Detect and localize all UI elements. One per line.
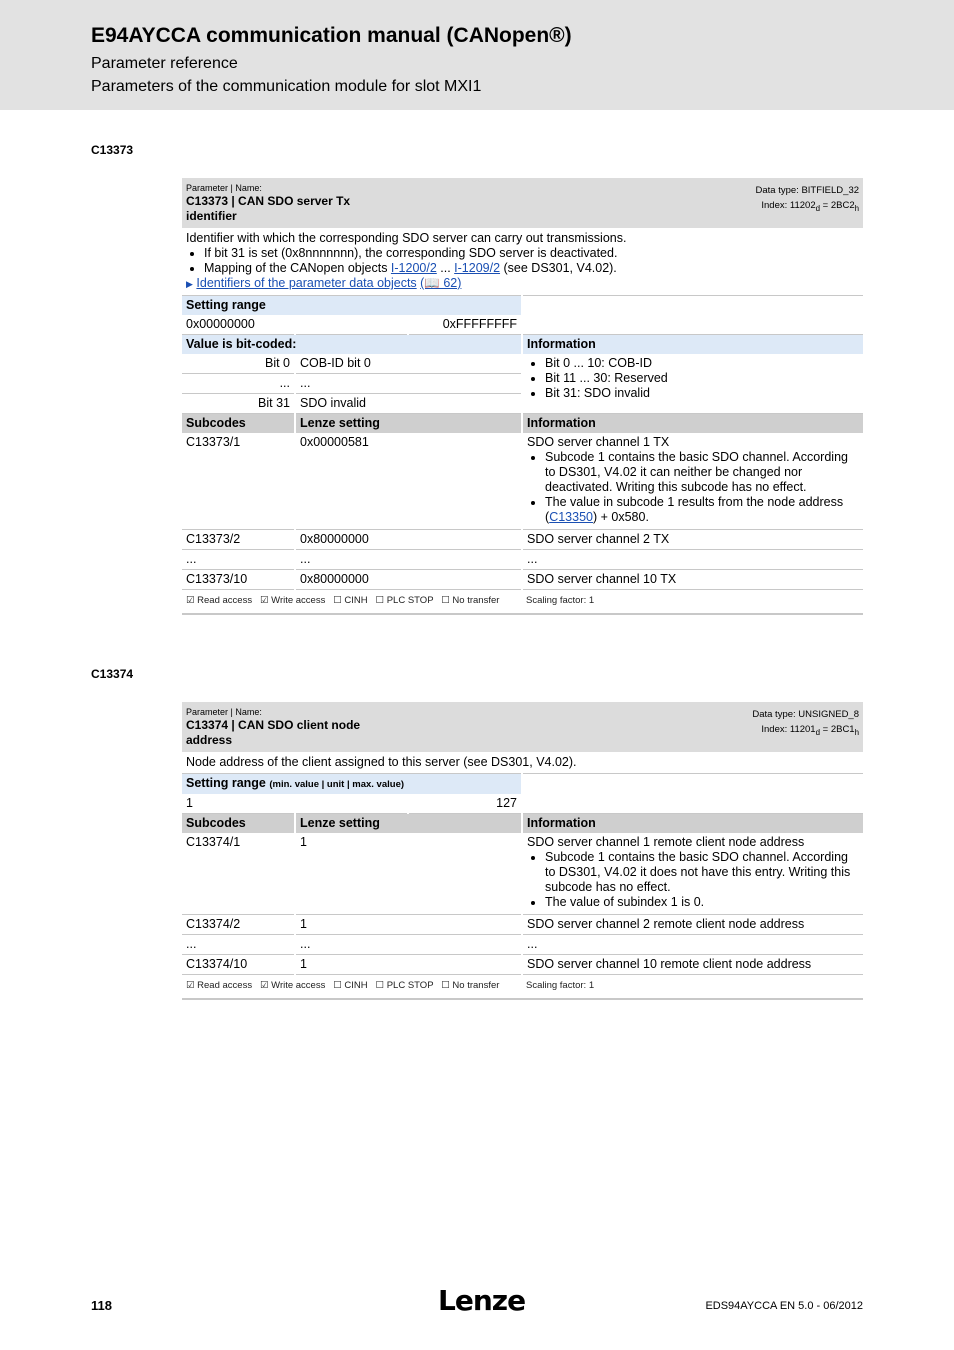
- table-row: [182, 433, 863, 530]
- lenze-setting: 0x00000581: [295, 433, 522, 530]
- reference-link[interactable]: Identifiers of the parameter data objects: [196, 276, 417, 290]
- table-row: [182, 915, 863, 935]
- triangle-right-icon: ▶: [186, 279, 193, 289]
- data-type: Data type: UNSIGNED_8: [752, 709, 859, 720]
- page-number: 118: [91, 1298, 112, 1313]
- lenze-setting: 1: [295, 833, 522, 915]
- subcode-info: SDO server channel 10 remote client node address: [522, 955, 863, 975]
- parameter-name: C13373 | CAN SDO server Tx identifier: [186, 194, 351, 223]
- lenze-setting: ...: [295, 935, 522, 955]
- subcode-info: SDO server channel 2 TX: [522, 530, 863, 550]
- subcode-info: SDO server channel 1 TX: [527, 435, 670, 449]
- table-row: [182, 530, 863, 550]
- range-min: 0x00000000: [182, 315, 295, 335]
- table-row: [182, 570, 863, 590]
- bit-info-item: • Bit 11 ... 30: Reserved: [545, 371, 859, 386]
- bit-number: Bit 0: [182, 354, 295, 374]
- lenze-setting: 0x80000000: [295, 530, 522, 550]
- info-bullet: • The value in subcode 1 results from the node address (C13350) + 0x580.: [545, 495, 859, 525]
- subcode: ...: [182, 550, 295, 570]
- scaling-factor: Scaling factor: 1: [522, 590, 863, 615]
- subcode: C13373/1: [182, 433, 295, 530]
- section-title: Parameters of the communication module for slot MXI1: [91, 78, 482, 95]
- information-header: Information: [522, 414, 863, 434]
- bit-description: COB-ID bit 0: [295, 354, 522, 374]
- table-row: [182, 935, 863, 955]
- scaling-factor: Scaling factor: 1: [522, 975, 863, 1000]
- lenze-setting: 0x80000000: [295, 570, 522, 590]
- bit-info-item: • Bit 31: SDO invalid: [545, 386, 859, 401]
- subcode: C13374/2: [182, 915, 295, 935]
- setting-range-label: Setting range: [182, 296, 522, 316]
- data-type: Data type: BITFIELD_32: [755, 185, 860, 196]
- index-value: Index: $11202_d = 2BC2_h$: [761, 200, 860, 213]
- parameter-header: [182, 702, 863, 752]
- description-bullet: • Mapping of the CANopen objects I-1200/2 ... I-1209/2 (see DS301, V4.02).: [204, 261, 859, 276]
- bit-description: SDO invalid: [295, 394, 522, 414]
- information-header: Information: [522, 814, 863, 834]
- c13350-link[interactable]: C13350: [549, 510, 593, 524]
- table-row: [182, 550, 863, 570]
- subcode: C13374/10: [182, 955, 295, 975]
- information-label: Information: [522, 335, 863, 355]
- object-link-i1209[interactable]: I-1209/2: [454, 261, 501, 275]
- parameter-table-c13373: [182, 178, 863, 615]
- subcode-info: SDO server channel 1 remote client node address: [527, 835, 805, 849]
- lenze-setting: 1: [295, 915, 522, 935]
- lenze-setting: ...: [295, 550, 522, 570]
- page-header: [0, 0, 954, 110]
- access-flags: ☑ Read access ☑ Write access ☐ CINH ☐ PLC STOP ☐ No transfer: [182, 590, 522, 615]
- parameter-name-caption: Parameter | Name:: [186, 707, 262, 717]
- subcodes-header: Subcodes: [182, 414, 295, 434]
- bit-number: Bit 31: [182, 394, 295, 414]
- reference-row: [186, 276, 859, 292]
- info-bullet: • The value of subindex 1 is 0.: [545, 895, 859, 910]
- subcode-info: SDO server channel 10 TX: [522, 570, 863, 590]
- access-flags: ☑ Read access ☑ Write access ☐ CINH ☐ PLC STOP ☐ No transfer: [182, 975, 522, 1000]
- subcode: C13373/10: [182, 570, 295, 590]
- parameter-name-caption: Parameter | Name:: [186, 183, 262, 193]
- bit-number: ...: [182, 374, 295, 394]
- lenze-setting: 1: [295, 955, 522, 975]
- table-row: [182, 833, 863, 915]
- parameter-name: C13374 | CAN SDO client node address: [186, 718, 361, 747]
- parameter-label: C13373: [91, 143, 134, 157]
- parameter-header: [182, 178, 863, 228]
- document-id: EDS94AYCCA EN 5.0 - 06/2012: [705, 1300, 863, 1312]
- subcodes-header: Subcodes: [182, 814, 295, 834]
- range-min: 1: [182, 794, 295, 814]
- index-value: Index: $11201_d = 2BC1_h$: [761, 724, 859, 737]
- lenze-logo: Lenze: [438, 1284, 526, 1317]
- range-max: 0xFFFFFFFF: [408, 315, 522, 335]
- subcode-info: ...: [522, 935, 863, 955]
- chapter-title: Parameter reference: [91, 55, 238, 72]
- subcode: C13374/1: [182, 833, 295, 915]
- info-bullet: • Subcode 1 contains the basic SDO channel. According to DS301, V4.02 it can neither be changed nor deactivated. Writing this subcode has no effect.: [545, 450, 859, 495]
- bitcoded-label: Value is bit-coded:: [182, 335, 522, 355]
- range-max: 127: [408, 794, 522, 814]
- bit-info-item: • Bit 0 ... 10: COB-ID: [545, 356, 859, 371]
- subcode: ...: [182, 935, 295, 955]
- info-bullet: • Subcode 1 contains the basic SDO channel. According to DS301, V4.02 it does not have this entry. Writing this subcode has no effect.: [545, 850, 859, 895]
- object-link-i1200[interactable]: I-1200/2: [390, 261, 437, 275]
- parameter-label: C13374: [91, 667, 134, 681]
- parameter-description: Identifier with which the corresponding SDO server can carry out transmissions.: [186, 231, 627, 245]
- page-reference-link[interactable]: (📖 62): [420, 276, 462, 290]
- table-row: [182, 955, 863, 975]
- setting-range-label: Setting range (min. value | unit | max. value): [182, 774, 522, 795]
- description-bullet: • If bit 31 is set (0x8nnnnnnn), the corresponding SDO server is deactivated.: [204, 246, 859, 261]
- lenze-setting-header: Lenze setting: [295, 414, 522, 434]
- document-title: E94AYCCA communication manual (CANopen®): [91, 24, 572, 47]
- subcode: C13373/2: [182, 530, 295, 550]
- parameter-description: Node address of the client assigned to this server (see DS301, V4.02).: [182, 752, 863, 774]
- parameter-table-c13374: [182, 702, 863, 1000]
- subcode-info: SDO server channel 2 remote client node address: [522, 915, 863, 935]
- lenze-setting-header: Lenze setting: [295, 814, 522, 834]
- bit-description: ...: [295, 374, 522, 394]
- subcode-info: ...: [522, 550, 863, 570]
